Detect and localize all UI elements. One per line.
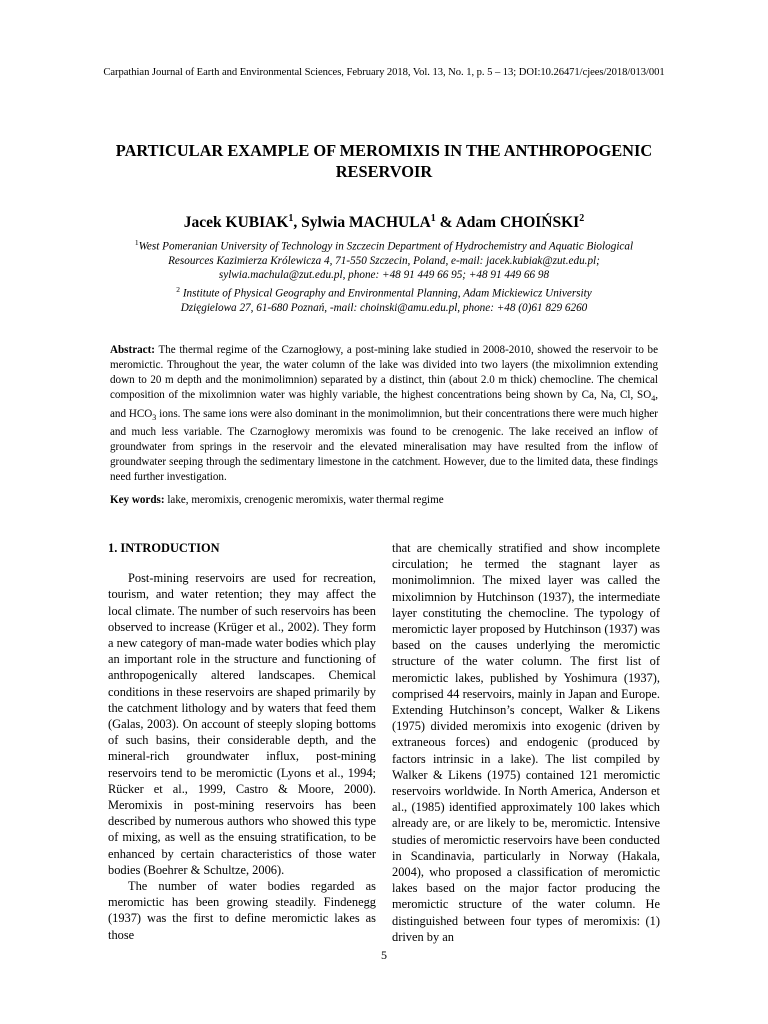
paragraph: Post-mining reservoirs are used for recreation, tourism, and water retention; they may affect the local climate. The number of such reservoirs has been observed to increase (Krüger et al., 2002). They form a new category of man-made water bodies which play an important role in the structure and functioning of anthropogenically altered landscapes. Chemical conditions in these reservoirs are shaped primarily by the catchment lithology and by waters that feed them (Galas, 2003). On account of steeply sloping bottoms of such basins, their considerable depth, and the mineral-rich groundwater influx, post-mining reservoirs tend to be meromictic (Lyons et al., 1994; Rücker et al., 1999, Castro & Moore, 2000). Meromixis in post-mining reservoirs has been described by numerous authors who showed this type of mixing, as well as the ensuing stratification, to be enhanced by certain characteristics of those water bodies (Boehrer & Schultze, 2006). <box>108 571 376 877</box>
author-separator: & <box>435 214 456 232</box>
section-heading: 1. INTRODUCTION <box>108 541 220 555</box>
author-list <box>0 213 768 232</box>
author-name: Sylwia MACHULA <box>301 214 431 232</box>
affiliation-2-line: Dzięgielowa 27, 61-680 Poznań, -mail: choinski@amu.edu.pl, phone: +48 (0)61 829 6260 <box>180 301 588 314</box>
paragraph: that are chemically stratified and show incomplete circulation; he termed the stagnant layer as monimolimnion. The mixed layer was called the mixolimnion by Hutchinson (1937), the intermediate layer constituting the chemocline. The typology of meromictic layer proposed by Hutchinson (1937) was based on the causes underlying the meromictic structure of the water column. The first list of meromictic lakes, published by Yoshimura (1937), comprised 44 reservoirs, mainly in Japan and Europe. Extending Hutchinson’s concept, Walker & Likens (1975) divided meromixis into exogenic (driven by extraneous forces) and endogenic (produced by factors intrinsic in a lake). The list compiled by Walker & Likens (1975) contained 121 meromictic reservoirs worldwide. In North America, Anderson et al., (1985) identified approximately 100 lakes which already are, or are likely to be, meromictic. Intensive studies of meromictic reservoirs have been conducted in Scandinavia, particularly in Norway (Hakala, 2004), who proposed a classification of meromictic lakes based on the major factor producing the meromictic structure of the water column. He distinguished between four types of meromixis: (1) driven by an <box>392 541 660 944</box>
affil-text: Institute of Physical Geography and Environmental Planning, Adam Mickiewicz University <box>180 287 592 300</box>
affiliation-1-line: sylwia.machula@zut.edu.pl, phone: +48 91 449 66 95; +48 91 449 66 98 <box>218 269 550 282</box>
column-right <box>392 540 660 945</box>
affiliation-1-line <box>80 236 688 254</box>
affiliation-2-line <box>80 283 688 301</box>
journal-citation: Carpathian Journal of Earth and Environmental Sciences, February 2018, Vol. 13, No. 1, p. 5 – 13; DOI:10.26471/cjees/2018/013/001 <box>103 67 665 78</box>
affil-mark: 2 <box>176 284 181 294</box>
paragraph: The number of water bodies regarded as meromictic has been growing steadily. Findenegg (1937) was the first to define meromictic lakes as those <box>108 879 376 942</box>
keywords-label: Key words: <box>110 494 165 506</box>
abstract-text: , and HCO <box>110 389 658 420</box>
author-affil-mark: 1 <box>288 213 294 224</box>
abstract <box>110 343 658 485</box>
author-separator: , <box>293 214 302 232</box>
paper-title: PARTICULAR EXAMPLE OF MEROMIXIS IN THE ANTHROPOGENIC RESERVOIR <box>115 141 653 181</box>
subscript: 3 <box>152 412 157 422</box>
affil-mark: 1 <box>134 238 139 247</box>
keywords-text: lake, meromixis, crenogenic meromixis, water thermal regime <box>164 494 444 506</box>
abstract-text: ions. The same ions were also dominant in the monimolimnion, but their concentrations there were much higher and much less variable. The Czarnogłowy meromixis was found to be crenogenic. The lake received an inflow of groundwater from springs in the reservoir and the elevated mineralisation may have resulted from the inflow of groundwater seeping through the sedimentary limestone in the catchment. However, due to the limited data, these findings need further investigation. <box>110 407 659 484</box>
abstract-text: The thermal regime of the Czarnogłowy, a post-mining lake studied in 2008-2010, showed the reservoir to be meromictic. Throughout the year, the water column of the lake was divided into two layers (the mixolimnion extending down to 20 m depth and the monimolimnion) separated by a distinct, thin (about 2.0 m thick) chemocline. The chemical composition of the mixolimnion water was highly variable, the highest concentrations being shown by Ca, Na, Cl, SO <box>110 344 658 402</box>
author-affil-mark: 1 <box>430 213 436 224</box>
page-number: 5 <box>381 948 387 962</box>
abstract-label: Abstract: <box>110 344 155 356</box>
affiliations <box>80 236 688 315</box>
keywords <box>110 494 658 506</box>
affiliation-1-line: Resources Kazimierza Królewicza 4, 71-550 Szczecin, Poland, e-mail: jacek.kubiak@zut.edu.pl; <box>168 255 600 268</box>
author-affil-mark: 2 <box>579 213 585 224</box>
author-name: Jacek KUBIAK <box>183 214 289 232</box>
column-left <box>108 540 376 943</box>
author-name: Adam CHOIŃSKI <box>455 214 580 232</box>
subscript: 4 <box>651 394 656 404</box>
affil-text: West Pomeranian University of Technology in Szczecin Department of Hydrochemistry and Aquatic Biological <box>138 240 634 253</box>
